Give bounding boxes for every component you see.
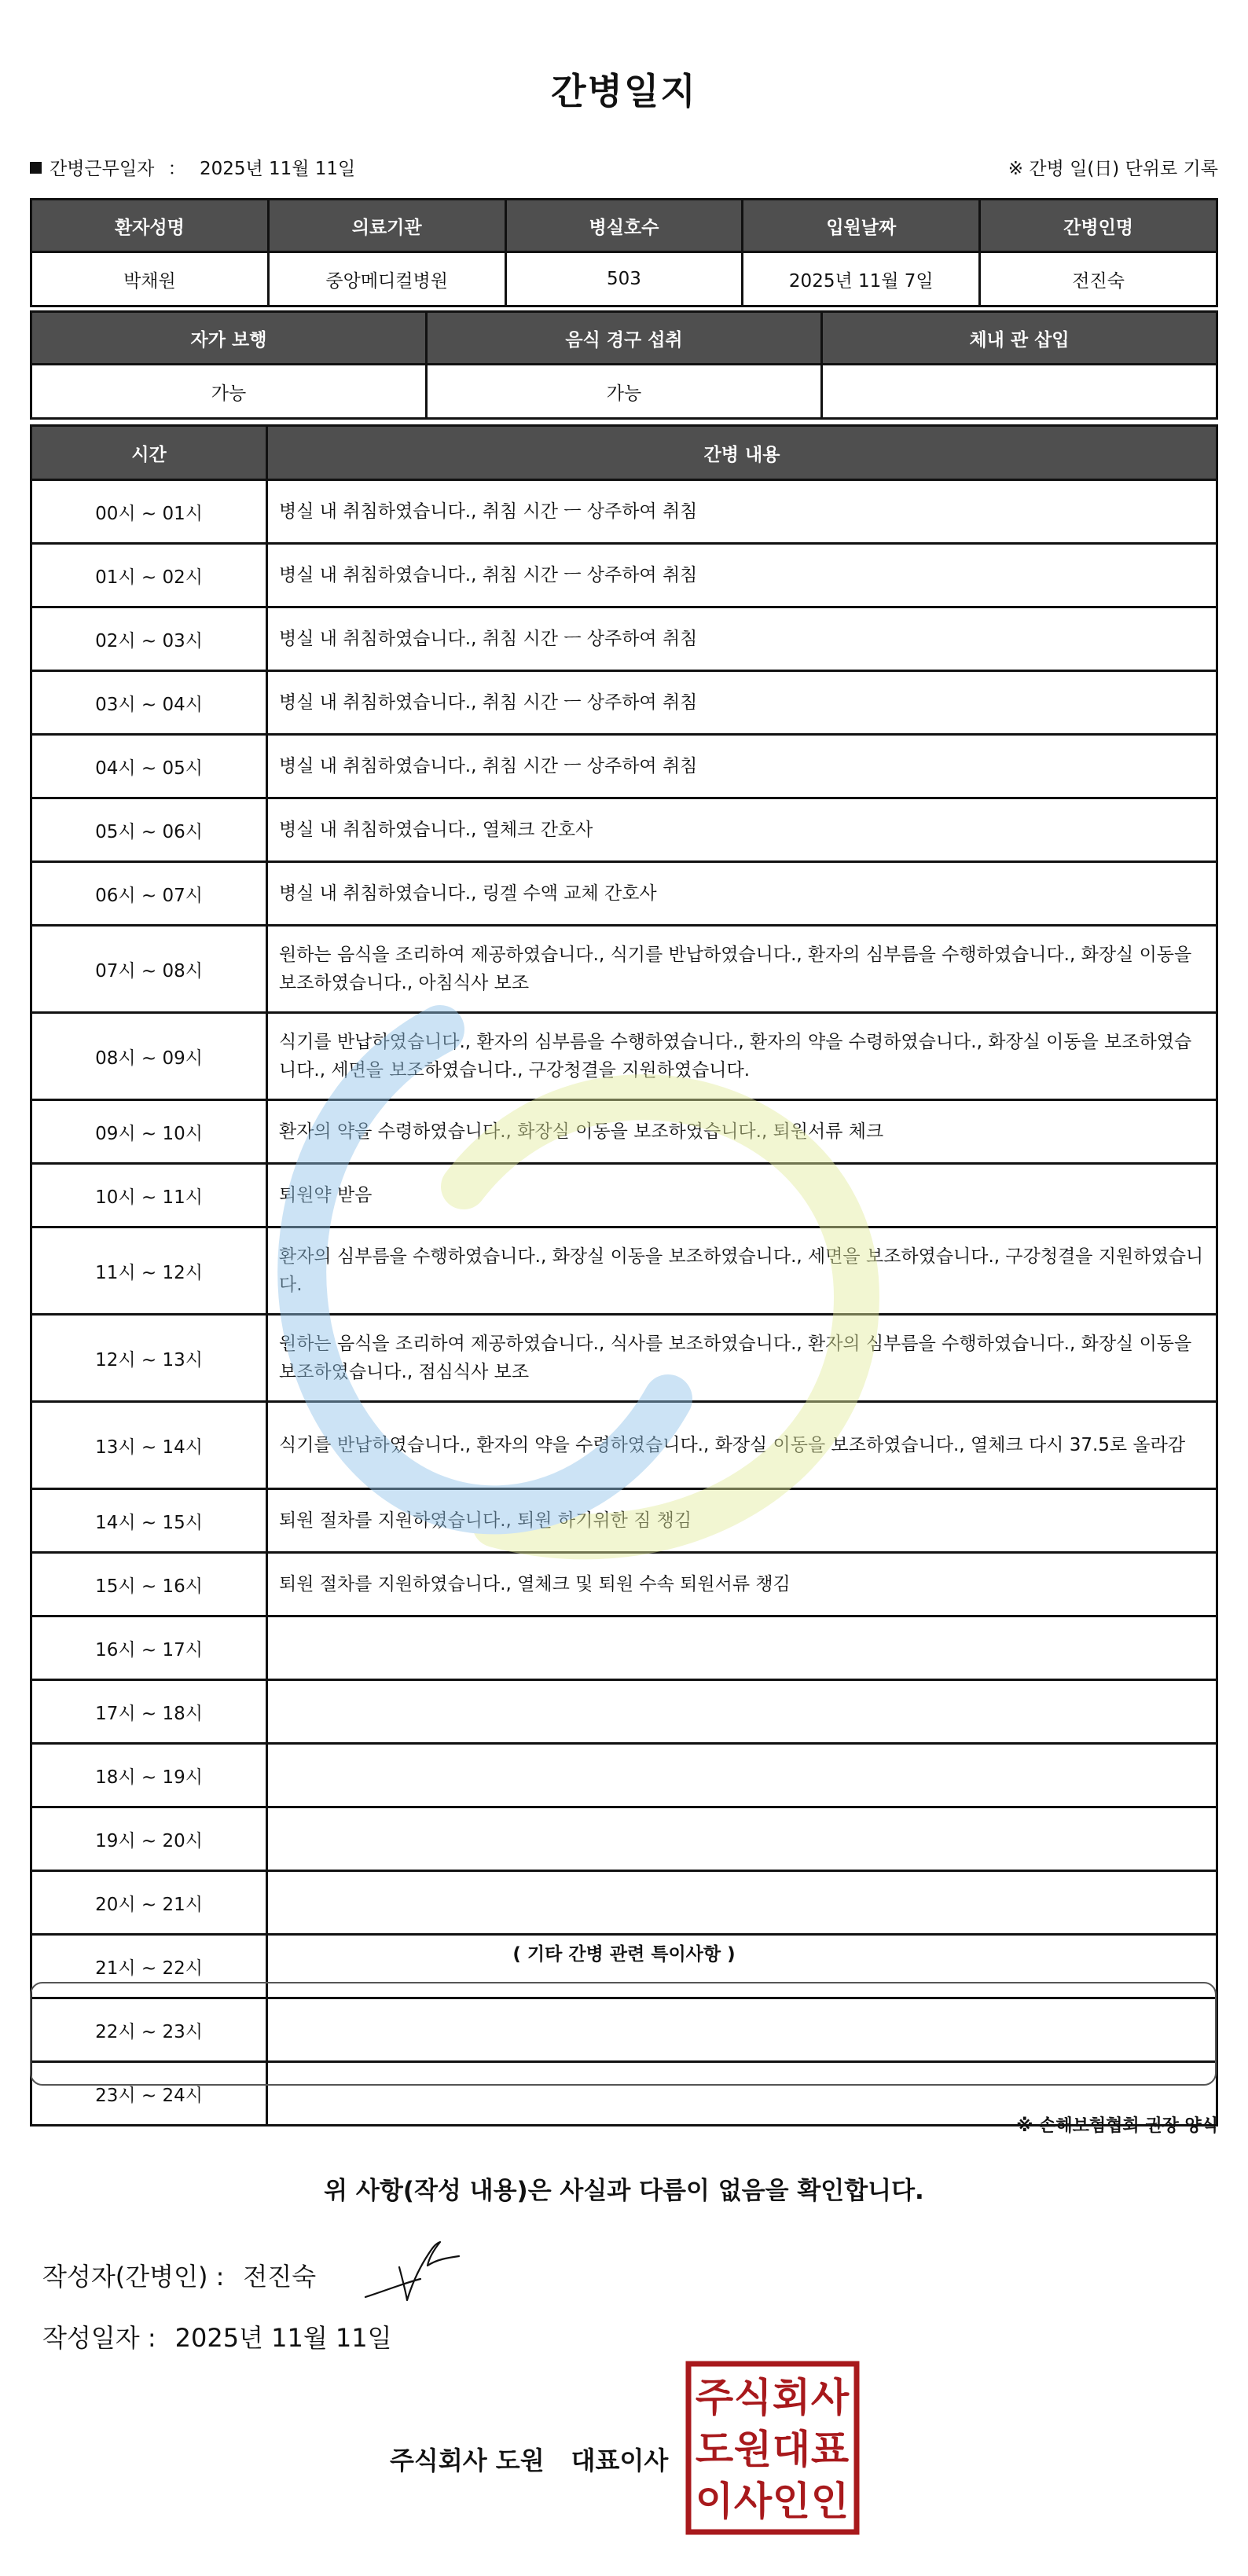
care-content: [267, 1680, 1217, 1744]
writer-label: 작성자(간병인) :: [42, 2262, 225, 2292]
header-hospital: 의료기관: [268, 200, 505, 252]
square-bullet-icon: [30, 162, 42, 174]
work-date-label: 간병근무일자: [50, 159, 155, 179]
header-patient-name: 환자성명: [31, 200, 269, 252]
svg-text:사: 사: [810, 2375, 850, 2420]
care-content: 환자의 약을 수령하였습니다., 화장실 이동을 보조하였습니다., 퇴원서류 체크: [267, 1100, 1217, 1164]
header-time: 시간: [31, 426, 267, 480]
care-content: 원하는 음식을 조리하여 제공하였습니다., 식기를 반납하였습니다., 환자의 심부름을 수행하였습니다., 화장실 이동을 보조하였습니다., 아침식사 보조: [267, 926, 1217, 1013]
time-slot: 19시 ~ 20시: [31, 1807, 267, 1871]
care-content: 식기를 반납하였습니다., 환자의 심부름을 수행하였습니다., 환자의 약을 수령하였습니다., 화장실 이동을 보조하였습니다., 세면을 보조하였습니다., 구강청결을 지원하였습니다.: [267, 1013, 1217, 1100]
care-log-row: [31, 1315, 1217, 1402]
care-log-row: [31, 1489, 1217, 1553]
care-log-row: [31, 1402, 1217, 1489]
care-log-row: [31, 1744, 1217, 1807]
care-log-row: [31, 1164, 1217, 1227]
time-slot: 23시 ~ 24시: [31, 2062, 267, 2126]
patient-name: 박채원: [31, 252, 269, 306]
header-admission-date: 입원날짜: [743, 200, 980, 252]
self-walking-value: 가능: [31, 365, 427, 419]
care-content: 퇴원 절차를 지원하였습니다., 퇴원 하기위한 짐 챙김: [267, 1489, 1217, 1553]
svg-text:인: 인: [810, 2479, 850, 2524]
writer-line: [42, 2257, 316, 2293]
written-date-line: [42, 2318, 392, 2354]
header-oral-intake: 음식 경구 섭취: [427, 312, 822, 365]
care-log-row: [31, 1871, 1217, 1935]
care-content: 병실 내 취침하였습니다., 링겔 수액 교체 간호사: [267, 862, 1217, 926]
writer-name: 전진숙: [243, 2262, 317, 2292]
time-slot: 00시 ~ 01시: [31, 480, 267, 544]
admission-date: 2025년 11월 7일: [743, 252, 980, 306]
care-log-row: [31, 607, 1217, 671]
written-date-label: 작성일자 :: [42, 2323, 156, 2353]
tube-insertion-value: [822, 365, 1217, 419]
care-log-header-row: [31, 426, 1217, 480]
time-slot: 12시 ~ 13시: [31, 1315, 267, 1402]
time-slot: 09시 ~ 10시: [31, 1100, 267, 1164]
care-content: [267, 1744, 1217, 1807]
recommended-form-note: ※ 손해보험협회 권장 양식: [1016, 2116, 1218, 2136]
patient-status-table: [30, 310, 1218, 420]
svg-text:도: 도: [695, 2427, 734, 2472]
care-log-row: [31, 735, 1217, 798]
care-content: 병실 내 취침하였습니다., 취침 시간 ㅡ 상주하여 취침: [267, 607, 1217, 671]
time-slot: 17시 ~ 18시: [31, 1680, 267, 1744]
hospital-name: 중앙메디컬병원: [268, 252, 505, 306]
care-log-body: [31, 480, 1217, 2126]
care-log-row: [31, 480, 1217, 544]
care-log-row: [31, 1807, 1217, 1871]
care-content: 병실 내 취침하였습니다., 취침 시간 ㅡ 상주하여 취침: [267, 735, 1217, 798]
care-content: [267, 1871, 1217, 1935]
care-content: 병실 내 취침하였습니다., 취침 시간 ㅡ 상주하여 취침: [267, 671, 1217, 735]
care-content: [267, 1807, 1217, 1871]
care-log-row: [31, 671, 1217, 735]
care-log-row: [31, 1013, 1217, 1100]
header-caregiver-name: 간병인명: [980, 200, 1217, 252]
care-content: 환자의 심부름을 수행하였습니다., 화장실 이동을 보조하였습니다., 세면을 보조하였습니다., 구강청결을 지원하였습니다.: [267, 1227, 1217, 1315]
svg-text:대: 대: [772, 2427, 811, 2472]
time-slot: 21시 ~ 22시: [31, 1935, 267, 1998]
care-content: 퇴원 절차를 지원하였습니다., 열체크 및 퇴원 수속 퇴원서류 챙김: [267, 1553, 1217, 1616]
care-content: 퇴원약 받음: [267, 1164, 1217, 1227]
time-slot: 08시 ~ 09시: [31, 1013, 267, 1100]
svg-text:사: 사: [733, 2479, 773, 2524]
special-notes-title: ( 기타 간병 관련 특이사항 ): [512, 1944, 736, 1965]
room-number: 503: [505, 252, 743, 306]
daily-record-note: ※ 간병 일(日) 단위로 기록: [1008, 159, 1218, 179]
care-log-row: [31, 926, 1217, 1013]
work-date-value: 2025년 11월 11일: [199, 159, 356, 179]
time-slot: 13시 ~ 14시: [31, 1402, 267, 1489]
time-slot: 11시 ~ 12시: [31, 1227, 267, 1315]
company-seal-icon: [685, 2361, 860, 2535]
work-date-line: [30, 154, 355, 180]
work-date-separator: ：: [167, 159, 186, 179]
care-log-row: [31, 862, 1217, 926]
care-log-row: [31, 798, 1217, 862]
written-date-value: 2025년 11월 11일: [174, 2323, 392, 2353]
time-slot: 03시 ~ 04시: [31, 671, 267, 735]
time-slot: 22시 ~ 23시: [31, 1998, 267, 2062]
svg-text:표: 표: [810, 2427, 850, 2472]
care-log-row: [31, 1680, 1217, 1744]
care-content: 원하는 음식을 조리하여 제공하였습니다., 식사를 보조하였습니다., 환자의 심부름을 수행하였습니다., 화장실 이동을 보조하였습니다., 점심식사 보조: [267, 1315, 1217, 1402]
care-log-table: [30, 424, 1218, 2126]
company-title: 대표이사: [571, 2446, 669, 2475]
company-name: 주식회사 도원: [390, 2446, 545, 2475]
time-slot: 04시 ~ 05시: [31, 735, 267, 798]
header-tube-insertion: 체내 관 삽입: [822, 312, 1217, 365]
svg-text:인: 인: [772, 2479, 811, 2524]
care-content: 식기를 반납하였습니다., 환자의 약을 수령하였습니다., 화장실 이동을 보조하였습니다., 열체크 다시 37.5로 올라감: [267, 1402, 1217, 1489]
document-title: 간병일지: [551, 70, 697, 112]
time-slot: 14시 ~ 15시: [31, 1489, 267, 1553]
svg-text:주: 주: [695, 2375, 734, 2420]
patient-status-value-row: [31, 365, 1217, 419]
svg-text:원: 원: [733, 2427, 773, 2472]
time-slot: 01시 ~ 02시: [31, 544, 267, 607]
care-log-row: [31, 1227, 1217, 1315]
svg-text:회: 회: [772, 2375, 811, 2420]
care-content: 병실 내 취침하였습니다., 취침 시간 ㅡ 상주하여 취침: [267, 544, 1217, 607]
time-slot: 02시 ~ 03시: [31, 607, 267, 671]
patient-info-table: [30, 198, 1218, 307]
care-content: 병실 내 취침하였습니다., 취침 시간 ㅡ 상주하여 취침: [267, 480, 1217, 544]
patient-status-header-row: [31, 312, 1217, 365]
time-slot: 10시 ~ 11시: [31, 1164, 267, 1227]
patient-info-value-row: [31, 252, 1217, 306]
company-signature-line: [390, 2441, 668, 2477]
header-self-walking: 자가 보행: [31, 312, 427, 365]
patient-info-header-row: [31, 200, 1217, 252]
confirmation-statement: 위 사항(작성 내용)은 사실과 다름이 없음을 확인합니다.: [324, 2177, 924, 2205]
oral-intake-value: 가능: [427, 365, 822, 419]
time-slot: 16시 ~ 17시: [31, 1616, 267, 1680]
time-slot: 07시 ~ 08시: [31, 926, 267, 1013]
time-slot: 15시 ~ 16시: [31, 1553, 267, 1616]
time-slot: 18시 ~ 19시: [31, 1744, 267, 1807]
svg-text:식: 식: [733, 2375, 773, 2420]
care-log-row: [31, 544, 1217, 607]
care-content: 병실 내 취침하였습니다., 열체크 간호사: [267, 798, 1217, 862]
time-slot: 20시 ~ 21시: [31, 1871, 267, 1935]
time-slot: 06시 ~ 07시: [31, 862, 267, 926]
special-notes-box: [30, 1982, 1217, 2086]
signature-icon: [362, 2236, 464, 2306]
svg-text:이: 이: [695, 2479, 734, 2524]
header-care-content: 간병 내용: [267, 426, 1217, 480]
care-log-row: [31, 1100, 1217, 1164]
care-log-row: [31, 1553, 1217, 1616]
care-content: [267, 1616, 1217, 1680]
header-room-number: 병실호수: [505, 200, 743, 252]
care-log-row: [31, 1616, 1217, 1680]
caregiver-name: 전진숙: [980, 252, 1217, 306]
time-slot: 05시 ~ 06시: [31, 798, 267, 862]
